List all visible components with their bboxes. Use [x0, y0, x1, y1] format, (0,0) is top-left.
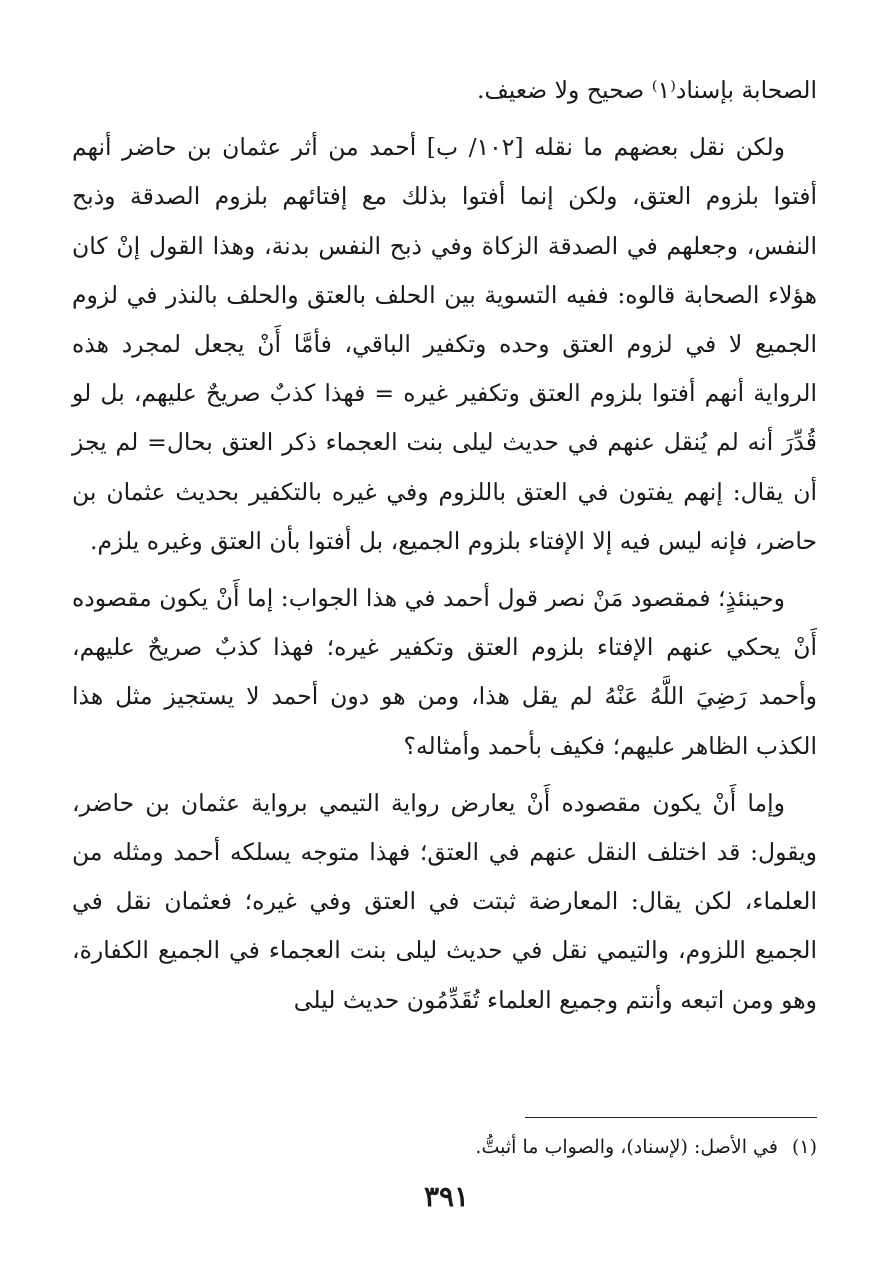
footnote-separator [525, 1117, 817, 1118]
footnote-number: (١) [791, 1136, 817, 1158]
paragraph-1: الصحابة بإسناد⁽١⁾ صحيح ولا ضعيف. [476, 76, 817, 104]
paragraph-2: ولكن نقل بعضهم ما نقله [١٠٢/ ب] أحمد من أثر عثمان بن حاضر أنهم أفتوا بلزوم العتق، ولكن إنما أفتوا بذلك مع إفتائهم بلزوم الصدقة وذبح النفس، وجعلهم في الصدقة الزكاة وفي ذبح النفس بدنة، وهذا القول إنْ كان هؤلاء الصحابة قالوه: ففيه التسوية بين الحلف بالعتق والحلف بالنذر في لزوم الجميع لا في لزوم العتق وحده وتكفير الباقي، فأمَّا أَنْ يجعل لمجرد هذه الرواية أنهم أفتوا بلزوم العتق وتكفير غيره = فهذا كذبٌ صريحٌ عليهم، بل لو قُدِّرَ أنه لم يُنقل عنهم في حديث ليلى بنت العجماء ذكر العتق بحال= لم يجز أن يقال: إنهم يفتون في العتق باللزوم وفي غيره بالتكفير بحديث عثمان بن حاضر، فإنه ليس فيه إلا الإفتاء بلزوم الجميع، بل أفتوا بأن العتق وغيره يلزم. [72, 133, 817, 555]
footnote-text: في الأصل: (لإسناد)، والصواب ما أثبتُّ. [475, 1136, 778, 1158]
footnote [77, 1132, 817, 1162]
page-number: ٣٩١ [423, 1180, 470, 1213]
main-text [72, 66, 817, 1025]
paragraph-3: وحينئذٍ؛ فمقصود مَنْ نصر قول أحمد في هذا الجواب: إما أَنْ يكون مقصوده أَنْ يحكي عنهم الإفتاء بلزوم العتق وتكفير غيره؛ فهذا كذبٌ صريحٌ عليهم، وأحمد رَضِيَ اللَّهُ عَنْهُ لم يقل هذا، ومن هو دون أحمد لا يستجيز مثل هذا الكذب الظاهر عليهم؛ فكيف بأحمد وأمثاله؟ [72, 584, 817, 760]
paragraph-4: وإما أَنْ يكون مقصوده أَنْ يعارض رواية التيمي برواية عثمان بن حاضر، ويقول: قد اختلف النقل عنهم في العتق؛ فهذا متوجه يسلكه أحمد ومثله من العلماء، لكن يقال: المعارضة ثبتت في العتق وفي غيره؛ فعثمان نقل في الجميع اللزوم، والتيمي نقل في حديث ليلى بنت العجماء في الجميع الكفارة، وهو ومن اتبعه وأنتم وجميع العلماء تُقَدِّمُون حديث ليلى [72, 788, 817, 1014]
